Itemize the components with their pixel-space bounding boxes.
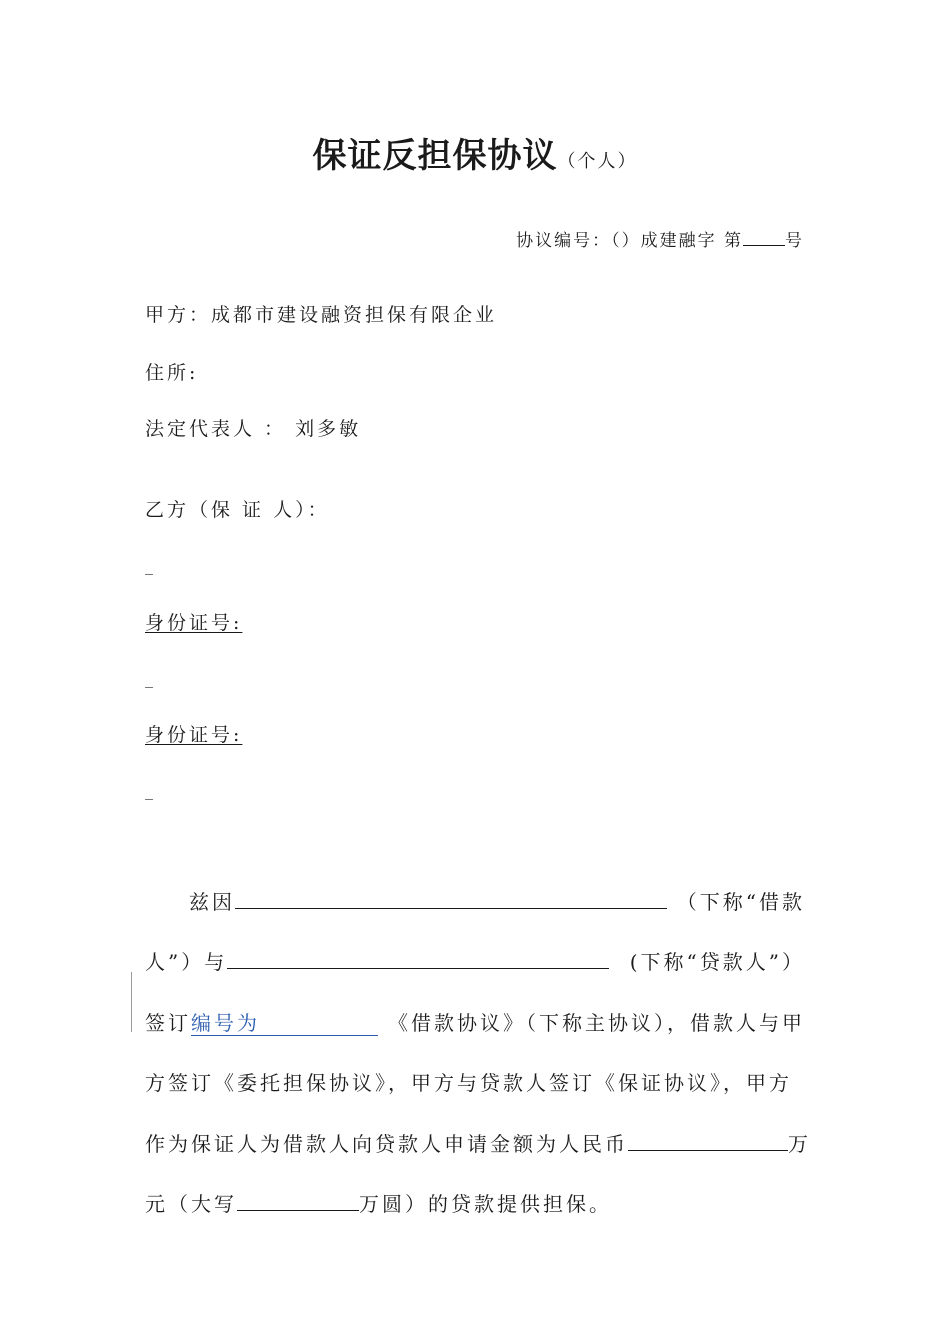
document-title xyxy=(0,128,950,177)
para-text: (下称“贷款人”） xyxy=(629,950,805,974)
contract-number-link[interactable]: 编号为 xyxy=(191,1011,378,1036)
id-number-blank-1: _ xyxy=(145,669,153,688)
para-text: 万圆）的贷款提供担保。 xyxy=(359,1192,612,1216)
id-number-label-2: 身份证号: xyxy=(145,724,243,746)
contract-number xyxy=(516,226,804,251)
para-text: 作为保证人为借款人向贷款人申请金额为人民币 xyxy=(145,1132,628,1156)
contract-number-suffix: 号 xyxy=(785,231,804,251)
paragraph-line-1 xyxy=(145,886,805,916)
paragraph-line-4: 方签订《委托担保协议》，甲方与贷款人签订《保证协议》，甲方 xyxy=(145,1071,792,1095)
title-main: 保证反担保协议 xyxy=(312,136,558,176)
para-text: 元（大写 xyxy=(145,1192,237,1216)
paragraph-line-6 xyxy=(145,1188,805,1218)
party-a-address: 住所: xyxy=(145,362,199,384)
borrower-blank xyxy=(235,886,667,909)
change-bar xyxy=(131,972,132,1032)
id-number-label-1: 身份证号: xyxy=(145,612,243,634)
contract-number-prefix: 协议编号：（）成建融字 第 xyxy=(516,231,743,251)
paragraph-line-5 xyxy=(145,1128,811,1158)
para-text: 万 xyxy=(788,1132,811,1156)
id-number-blank-2: _ xyxy=(145,781,153,800)
para-text: 《借款协议》（下称主协议），借款人与甲 xyxy=(388,1011,805,1035)
party-b-name-blank: _ xyxy=(145,556,153,575)
para-text: 签订 xyxy=(145,1011,191,1035)
amount-uppercase-blank xyxy=(237,1188,359,1211)
para-text: 兹因 xyxy=(189,890,235,914)
para-text: 人”）与 xyxy=(145,950,228,974)
title-suffix: （个人） xyxy=(557,151,638,172)
legal-representative: 法定代表人 ： 刘多敏 xyxy=(145,418,362,440)
contract-number-blank xyxy=(743,231,785,246)
paragraph-line-2 xyxy=(145,946,805,976)
amount-blank xyxy=(628,1128,788,1151)
paragraph-line-3 xyxy=(145,1007,805,1037)
lender-blank xyxy=(227,946,609,969)
party-a: 甲方：成都市建设融资担保有限企业 xyxy=(145,304,498,326)
party-b: 乙方（保 证 人）： xyxy=(145,499,330,521)
para-text: （下称“借款 xyxy=(676,890,805,914)
